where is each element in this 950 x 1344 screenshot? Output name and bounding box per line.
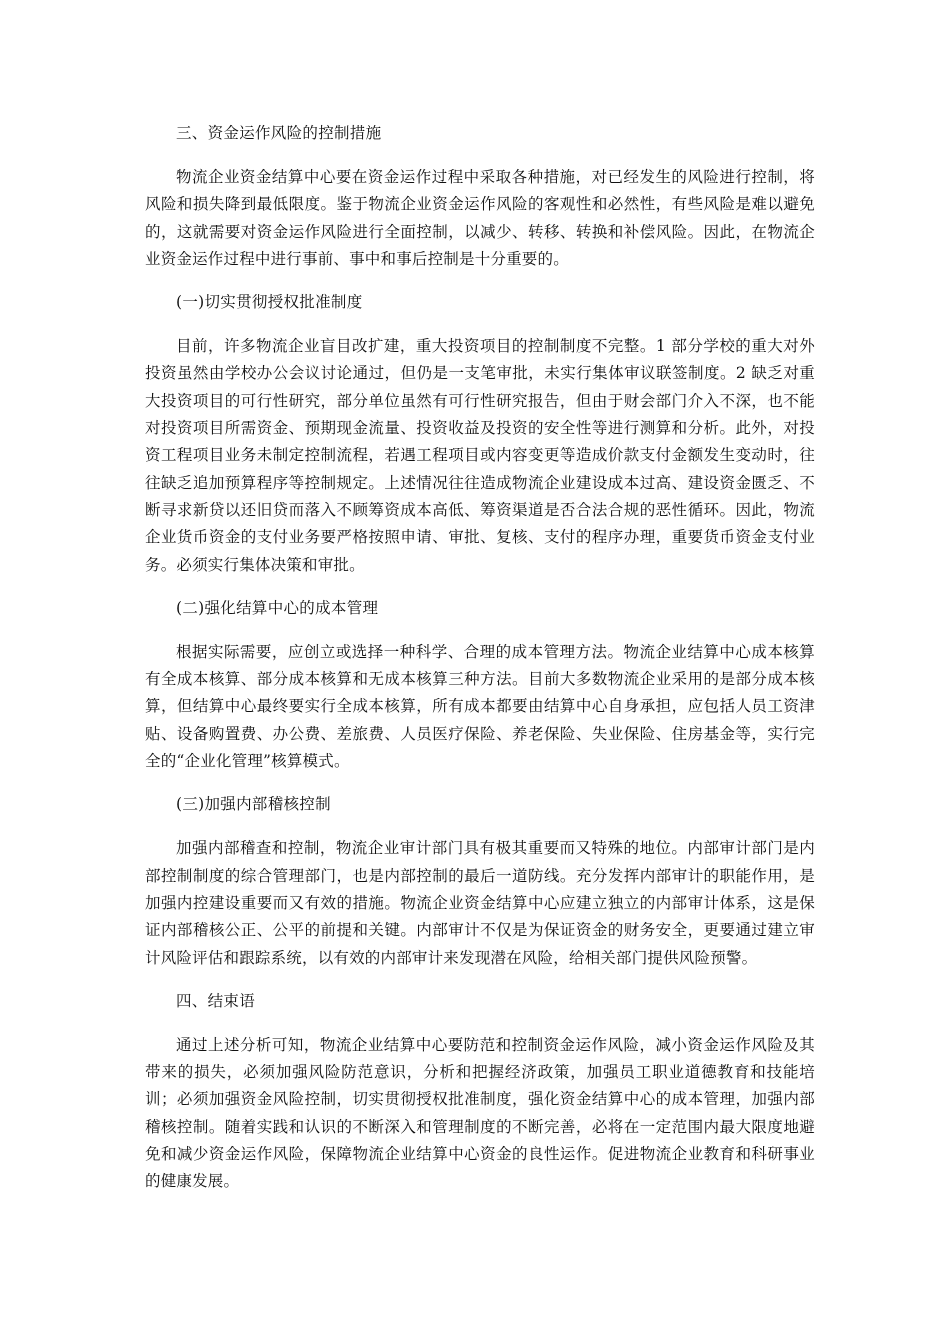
subsection-heading-authorization: (一)切实贯彻授权批准制度	[176, 293, 363, 312]
subsection-heading-cost-management: (二)强化结算中心的成本管理	[176, 598, 379, 617]
paragraph-conclusion: 通过上述分析可知，物流企业结算中心要防范和控制资金运作风险，减小资金运作风险及其带来的损失，必须加强风险防范意识，分析和把握经济政策，加强员工职业道德教育和技能培训；必须加强资金风险控制，切实贯彻授权批准制度，强化资金结算中心的成本管理，加强内部稽核控制。随着实践和认识的不断深入和管理制度的不断完善，必将在一定范围内最大限度地避免和减少资金运作风险，保障物流企业结算中心资金的良性运作。促进物流企业教育和科研事业的健康发展。	[145, 1035, 815, 1191]
paragraph-cost-management: 根据实际需要，应创立或选择一种科学、合理的成本管理方法。物流企业结算中心成本核算有全成本核算、部分成本核算和无成本核算三种方法。目前大多数物流企业采用的是部分成本核算，但结算中心最终要实行全成本核算，所有成本都要由结算中心自身承担，应包括人员工资津贴、设备购置费、办公费、差旅费、人员医疗保险、养老保险、失业保险、住房基金等，实行完全的“企业化管理”核算模式。	[145, 642, 815, 771]
paragraph-internal-audit: 加强内部稽查和控制，物流企业审计部门具有极其重要而又特殊的地位。内部审计部门是内部控制制度的综合管理部门，也是内部控制的最后一道防线。充分发挥内部审计的职能作用，是加强内控建设重要而又有效的措施。物流企业资金结算中心应建立独立的内部审计体系，这是保证内部稽核公正、公平的前提和关键。内部审计不仅是为保证资金的财务安全，更要通过建立审计风险评估和跟踪系统，以有效的内部审计来发现潜在风险，给相关部门提供风险预警。	[145, 839, 815, 967]
subsection-heading-internal-audit: (三)加强内部稽核控制	[176, 795, 331, 814]
section-heading-control-measures: 三、资金运作风险的控制措施	[176, 124, 382, 142]
section-heading-conclusion: 四、结束语	[176, 991, 256, 1010]
document-page	[145, 120, 815, 1196]
paragraph-authorization: 目前，许多物流企业盲目改扩建，重大投资项目的控制制度不完整。1 部分学校的重大对外投资虽然由学校办公会议讨论通过，但仍是一支笔审批，未实行集体审议联签制度。2 缺乏对重大投资项目的可行性研究，部分单位虽然有可行性研究报告，但由于财会部门介入不深，也不能对投资项目所需资金、预期现金流量、投资收益及投资的安全性等进行测算和分析。此外，对投资工程项目业务未制定控制流程，若遇工程项目或内容变更等造成价款支付金额发生变动时，往往缺乏追加预算程序等控制规定。上述情况往往造成物流企业建设成本过高、建设资金匮乏、不断寻求新贷以还旧贷而落入不顾筹资成本高低、筹资渠道是否合法合规的恶性循环。因此，物流企业货币资金的支付业务要严格按照申请、审批、复核、支付的程序办理，重要货币资金支付业务。必须实行集体决策和审批。	[145, 337, 815, 574]
paragraph-control-measures-intro: 物流企业资金结算中心要在资金运作过程中采取各种措施，对已经发生的风险进行控制，将风险和损失降到最低限度。鉴于物流企业资金运作风险的客观性和必然性，有些风险是难以避免的，这就需要对资金运作风险进行全面控制，以减少、转移、转换和补偿风险。因此，在物流企业资金运作过程中进行事前、事中和事后控制是十分重要的。	[145, 168, 815, 268]
